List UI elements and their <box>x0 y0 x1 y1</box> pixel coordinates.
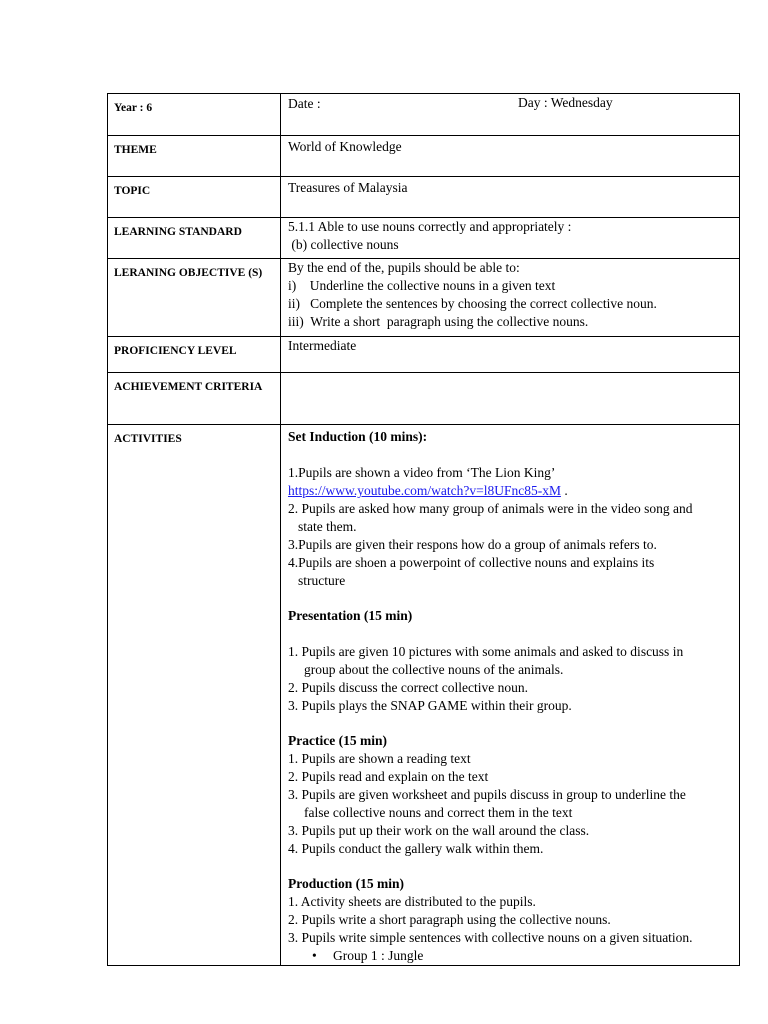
practice-item: 2. Pupils read and explain on the text <box>288 769 489 784</box>
set-induction-item: 1.Pupils are shown a video from ‘The Lion King’ <box>288 465 556 480</box>
objective-line: ii) Complete the sentences by choosing the correct collective noun. <box>288 296 657 311</box>
date-label: Date : <box>288 96 321 111</box>
objective-line: i) Underline the collective nouns in a given text <box>288 278 556 293</box>
proficiency-value: Intermediate <box>281 337 740 373</box>
row-proficiency <box>108 337 740 373</box>
practice-item: 4. Pupils conduct the gallery walk within them. <box>288 841 544 856</box>
row-theme <box>108 136 740 177</box>
activities-value <box>281 425 740 966</box>
presentation-item: 2. Pupils discuss the correct collective noun. <box>288 680 528 695</box>
bullet-icon: • <box>312 948 317 963</box>
video-link[interactable]: https://www.youtube.com/watch?v=l8UFnc85-xM <box>288 483 561 498</box>
video-link-line <box>288 482 735 500</box>
learning-standard-line: 5.1.1 Able to use nouns correctly and appropriately : <box>288 219 572 234</box>
learning-standard-line: (b) collective nouns <box>288 237 399 252</box>
year-value-cell <box>281 94 740 136</box>
presentation-heading: Presentation (15 min) <box>288 608 413 623</box>
activities-label: ACTIVITIES <box>108 425 281 966</box>
presentation-item: group about the collective nouns of the animals. <box>304 662 564 677</box>
group-bullet-item <box>288 947 735 965</box>
learning-objective-value <box>281 259 740 337</box>
row-achievement <box>108 373 740 425</box>
practice-item: 1. Pupils are shown a reading text <box>288 751 471 766</box>
production-item: 2. Pupils write a short paragraph using the collective nouns. <box>288 912 611 927</box>
learning-standard-value <box>281 218 740 259</box>
production-item: 3. Pupils write simple sentences with collective nouns on a given situation. <box>288 930 693 945</box>
set-induction-item: state them. <box>298 519 357 534</box>
row-learning-standard <box>108 218 740 259</box>
video-link-suffix: . <box>560 483 568 498</box>
practice-item: 3. Pupils are given worksheet and pupils discuss in group to underline the <box>288 787 686 802</box>
production-item: 1. Activity sheets are distributed to the pupils. <box>288 894 536 909</box>
row-topic <box>108 177 740 218</box>
topic-value: Treasures of Malaysia <box>281 177 740 218</box>
practice-heading: Practice (15 min) <box>288 733 387 748</box>
objective-line: By the end of the, pupils should be able to: <box>288 260 520 275</box>
learning-objective-label: LERANING OBJECTIVE (S) <box>108 259 281 337</box>
topic-label: TOPIC <box>108 177 281 218</box>
set-induction-item: 3.Pupils are given their respons how do a group of animals refers to. <box>288 537 657 552</box>
year-label: Year : 6 <box>108 94 281 136</box>
proficiency-label: PROFICIENCY LEVEL <box>108 337 281 373</box>
objective-line: iii) Write a short paragraph using the collective nouns. <box>288 314 589 329</box>
practice-item: 3. Pupils put up their work on the wall around the class. <box>288 823 590 838</box>
set-induction-item: structure <box>298 573 346 588</box>
theme-label: THEME <box>108 136 281 177</box>
theme-value: World of Knowledge <box>281 136 740 177</box>
lesson-plan-table <box>107 93 740 966</box>
row-learning-objective <box>108 259 740 337</box>
practice-item: false collective nouns and correct them in the text <box>304 805 573 820</box>
presentation-item: 3. Pupils plays the SNAP GAME within their group. <box>288 698 572 713</box>
set-induction-heading: Set Induction (10 mins): <box>288 429 428 444</box>
learning-standard-label: LEARNING STANDARD <box>108 218 281 259</box>
row-activities <box>108 425 740 966</box>
production-heading: Production (15 min) <box>288 876 405 891</box>
achievement-label: ACHIEVEMENT CRITERIA <box>108 373 281 425</box>
set-induction-item: 4.Pupils are shoen a powerpoint of collective nouns and explains its <box>288 555 655 570</box>
presentation-item: 1. Pupils are given 10 pictures with some animals and asked to discuss in <box>288 644 684 659</box>
day-label: Day : Wednesday <box>518 95 613 110</box>
group-label: Group 1 : Jungle <box>333 948 424 963</box>
row-year <box>108 94 740 136</box>
achievement-value <box>281 373 740 425</box>
set-induction-item: 2. Pupils are asked how many group of animals were in the video song and <box>288 501 693 516</box>
